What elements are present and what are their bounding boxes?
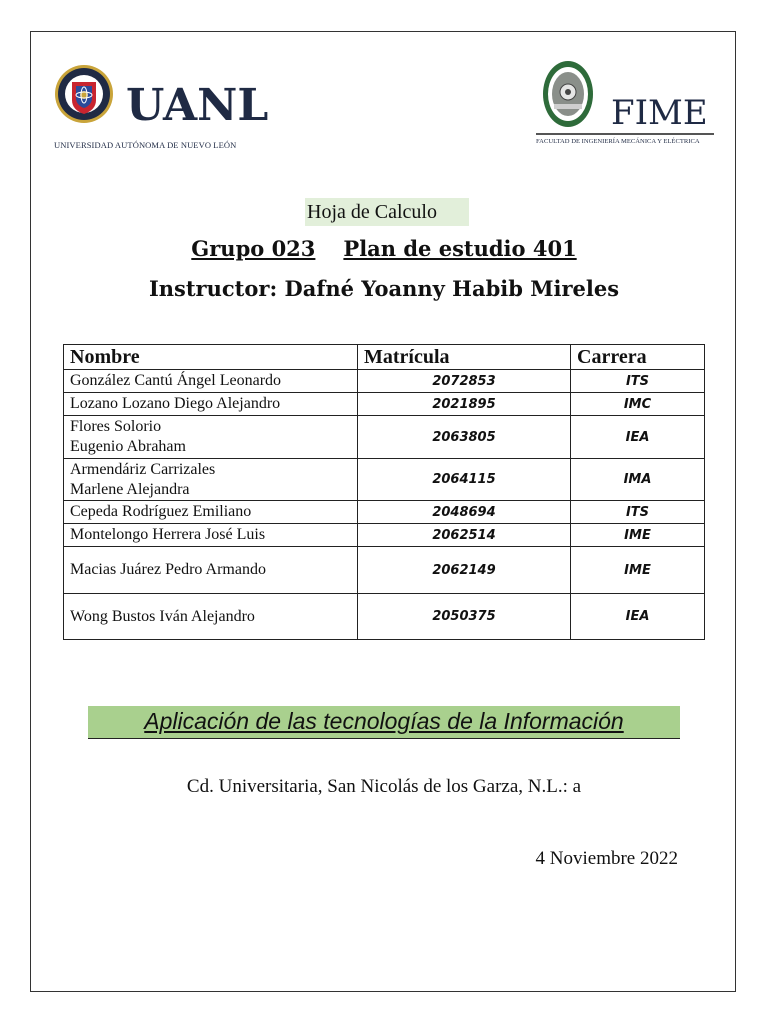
group-label: Grupo 023 [191,236,316,261]
table-row [64,459,705,501]
student-matricula: 2062149 [358,547,571,594]
student-name [64,459,358,501]
instructor-line: Instructor: Dafné Yoanny Habib Mireles [148,276,620,301]
table-row [64,524,705,547]
group-plan-line [0,236,768,261]
column-header-matricula: Matrícula [358,345,571,370]
student-carrera: IMA [571,459,705,501]
student-name [64,393,358,416]
student-carrera: IME [571,547,705,594]
fime-logo [536,60,714,155]
name-line: Lozano Lozano Diego Alejandro [70,395,281,412]
student-matricula: 2021895 [358,393,571,416]
table-row [64,416,705,459]
name-line: González Cantú Ángel Leonardo [70,372,282,389]
fime-subtitle: FACULTAD DE INGENIERÍA MECÁNICA Y ELÉCTRICA [536,138,700,145]
subject-banner [88,706,680,739]
name-line: Armendáriz Carrizales [70,460,216,478]
name-line: Eugenio Abraham [70,438,186,455]
student-matricula: 2062514 [358,524,571,547]
uanl-wordmark: UANL [126,80,269,131]
table-row [64,393,705,416]
student-carrera: ITS [571,370,705,393]
plan-label: Plan de estudio 401 [343,236,577,261]
name-line: Montelongo Herrera José Luis [70,526,266,543]
subject-title: Aplicación de las tecnologías de la Información [144,708,624,734]
student-carrera: ITS [571,501,705,524]
student-name [64,594,358,640]
table-row [64,501,705,524]
student-carrera: IMC [571,393,705,416]
student-name [64,501,358,524]
student-matricula: 2072853 [358,370,571,393]
fime-seal-icon [542,60,594,128]
uanl-subtitle: UNIVERSIDAD AUTÓNOMA DE NUEVO LEÓN [54,140,237,150]
document-title: Hoja de Calculo [305,198,469,226]
student-carrera: IEA [571,594,705,640]
student-matricula: 2064115 [358,459,571,501]
student-name [64,524,358,547]
table-row [64,370,705,393]
uanl-seal-icon [54,64,114,130]
students-table [63,344,705,640]
name-line: Wong Bustos Iván Alejandro [70,607,255,625]
fime-wordmark: FIME [611,93,708,133]
fime-divider [536,133,714,135]
location-line: Cd. Universitaria, San Nicolás de los Garza, N.L.: a [186,776,582,797]
name-line: Marlene Alejandra [70,480,190,498]
column-header-carrera: Carrera [571,345,705,370]
student-carrera: IEA [571,416,705,459]
student-name [64,416,358,459]
name-line: Flores Solorio [70,418,162,435]
student-matricula: 2063805 [358,416,571,459]
student-matricula: 2050375 [358,594,571,640]
student-name [64,370,358,393]
name-line: Cepeda Rodríguez Emiliano [70,503,252,520]
student-carrera: IME [571,524,705,547]
student-matricula: 2048694 [358,501,571,524]
uanl-logo [54,64,274,159]
table-row [64,594,705,640]
date-line: 4 Noviembre 2022 [535,848,678,869]
student-name [64,547,358,594]
table-header-row [64,345,705,370]
column-header-nombre: Nombre [64,345,358,370]
name-line: Macias Juárez Pedro Armando [70,561,266,578]
table-row [64,547,705,594]
